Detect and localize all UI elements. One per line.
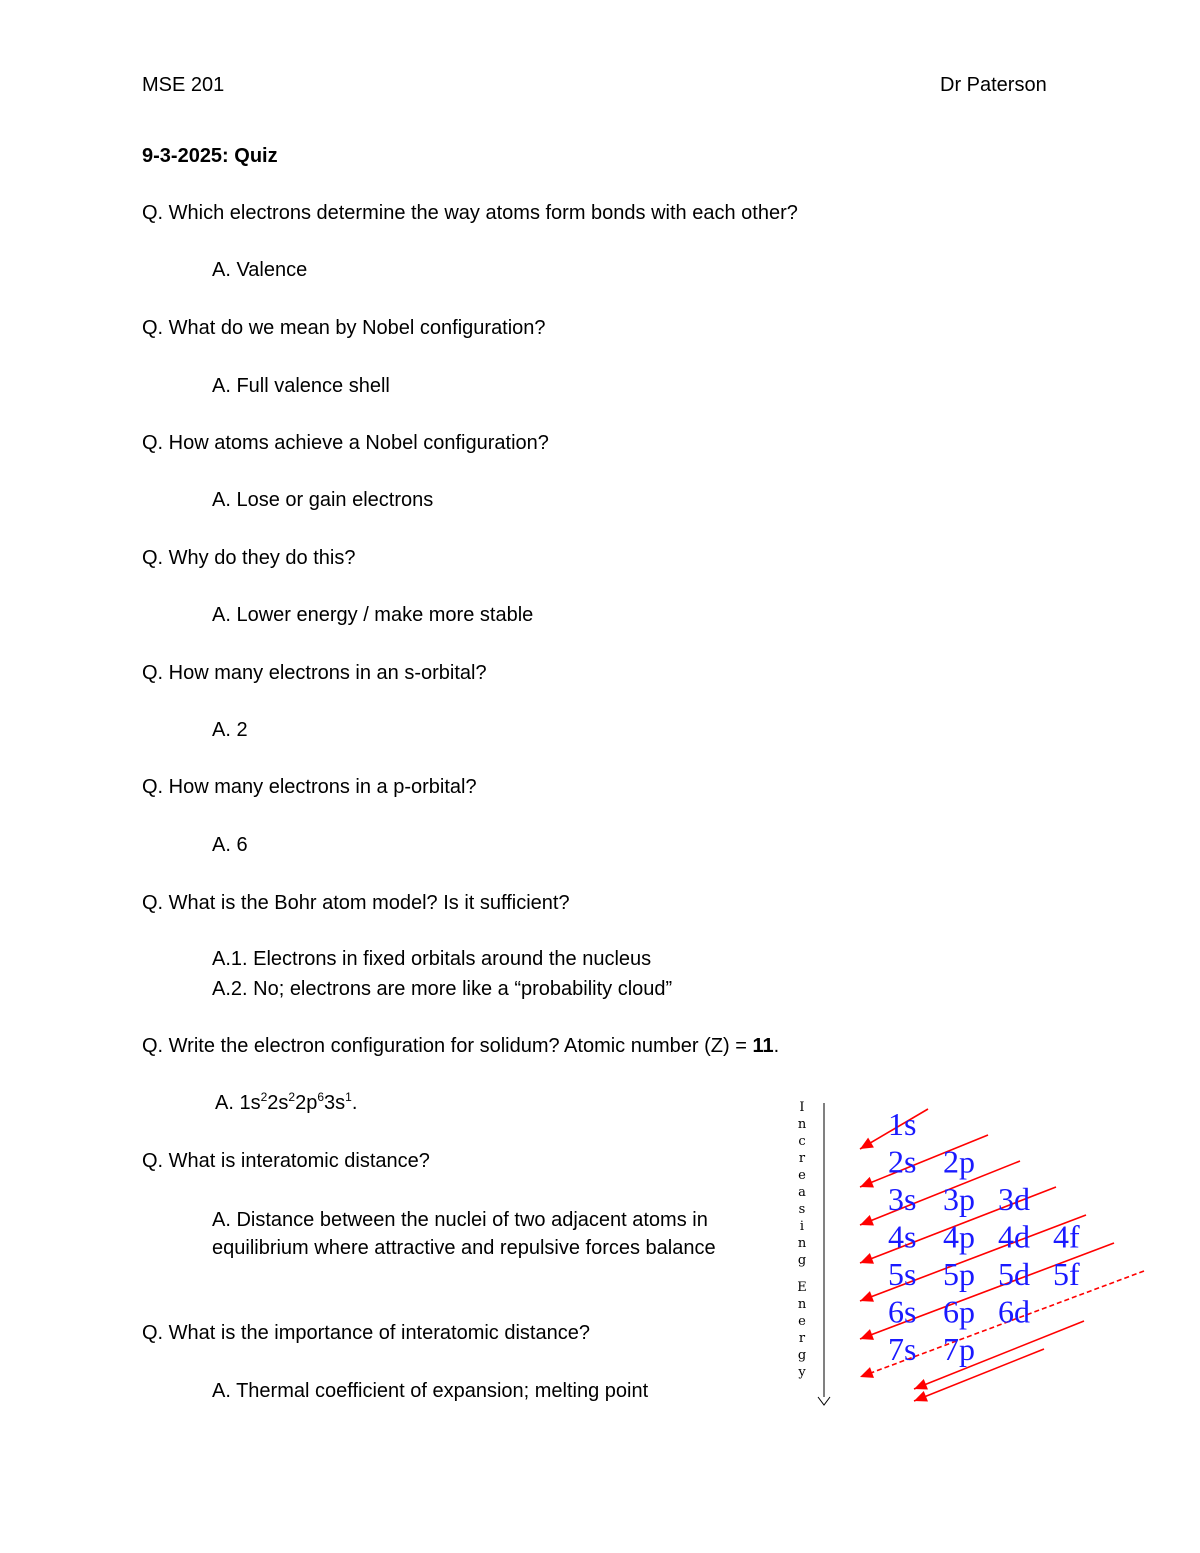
instructor-name: Dr Paterson (940, 74, 1047, 96)
answer-9: A. Distance between the nuclei of two adjacent atoms in equilibrium where attractive and repulsive forces balance (212, 1209, 716, 1259)
energy-axis-letter: e (798, 1314, 806, 1329)
answer-5: A. 2 (212, 719, 248, 741)
energy-axis-letter: n (797, 1236, 807, 1251)
config-exponent: 2 (288, 1090, 296, 1104)
energy-axis-letter: I (799, 1100, 805, 1115)
answer-2: A. Full valence shell (212, 375, 390, 397)
filling-arrow-head (860, 1253, 874, 1264)
orbital-label-6d: 6d (998, 1293, 1030, 1330)
config-exponent: 2 (260, 1090, 268, 1104)
energy-axis-letter: c (798, 1134, 806, 1149)
energy-axis-letter: i (799, 1219, 805, 1234)
orbital-label-4f: 4f (1053, 1218, 1080, 1255)
answer-1: A. Valence (212, 259, 308, 281)
question-8 (142, 1035, 779, 1058)
aufbau-diagram (780, 1095, 1160, 1415)
energy-axis-letter: n (797, 1297, 807, 1312)
answer-3: A. Lose or gain electrons (212, 489, 434, 511)
question-7: Q. What is the Bohr atom model? Is it sufficient? (142, 892, 570, 914)
filling-arrow-head (860, 1291, 874, 1302)
answer-period: . (351, 1092, 358, 1114)
orbital-label-4s: 4s (888, 1218, 917, 1255)
orbital-labels (888, 1106, 1080, 1367)
question-6: Q. How many electrons in a p-orbital? (142, 776, 477, 798)
answer-4: A. Lower energy / make more stable (212, 604, 534, 626)
filling-arrow-line (914, 1321, 1084, 1389)
orbital-label-5p: 5p (943, 1256, 975, 1292)
orbital-label-7s: 7s (888, 1331, 917, 1367)
energy-axis-letter: s (798, 1202, 806, 1217)
orbital-label-7p: 7p (943, 1331, 975, 1367)
filling-arrow-line (914, 1349, 1044, 1401)
energy-axis-letter: n (797, 1117, 807, 1132)
answer-6: A. 6 (212, 834, 248, 856)
orbital-label-3p: 3p (943, 1181, 975, 1217)
orbital-label-2p: 2p (943, 1143, 975, 1180)
energy-axis-letter: e (798, 1168, 806, 1183)
config-exponent: 1 (345, 1090, 352, 1104)
orbital-label-3s: 3s (888, 1181, 917, 1217)
question-8-period: . (773, 1035, 780, 1057)
energy-axis-letter: a (798, 1185, 806, 1200)
answer-10: A. Thermal coefficient of expansion; melting point (212, 1380, 649, 1402)
filling-arrow-head (860, 1138, 874, 1149)
question-1: Q. Which electrons determine the way atoms form bonds with each other? (142, 202, 798, 224)
energy-axis-letter: E (797, 1280, 807, 1295)
atomic-number: 11 (752, 1035, 774, 1057)
energy-axis-arrowhead (818, 1397, 830, 1405)
config-exponent: 6 (317, 1090, 325, 1104)
config-term: 3s (324, 1092, 346, 1114)
orbital-label-6p: 6p (943, 1293, 975, 1330)
orbital-label-1s: 1s (888, 1106, 917, 1142)
config-term: 1s (239, 1092, 261, 1114)
energy-axis-letter: y (798, 1365, 806, 1380)
orbital-label-3d: 3d (998, 1181, 1030, 1217)
config-term: 2p (295, 1092, 318, 1114)
orbital-label-4p: 4p (943, 1218, 975, 1255)
filling-arrow-line (860, 1161, 1020, 1225)
orbital-label-5s: 5s (888, 1256, 917, 1292)
question-2: Q. What do we mean by Nobel configuration? (142, 317, 546, 339)
filling-arrow-head (860, 1367, 874, 1378)
energy-axis-letter: r (798, 1151, 806, 1166)
energy-axis-label (797, 1100, 807, 1380)
question-3: Q. How atoms achieve a Nobel configuration? (142, 432, 549, 454)
orbital-label-5f: 5f (1053, 1256, 1080, 1292)
energy-axis-letter: r (798, 1331, 806, 1346)
answer-8-configuration (215, 1092, 357, 1115)
answer-prefix: A. (215, 1092, 240, 1114)
course-code: MSE 201 (142, 74, 225, 96)
question-4: Q. Why do they do this? (142, 547, 356, 569)
question-9: Q. What is interatomic distance? (142, 1150, 430, 1172)
energy-axis-letter: g (797, 1348, 807, 1363)
orbital-label-6s: 6s (888, 1293, 917, 1330)
orbital-label-2s: 2s (888, 1143, 917, 1180)
page-title: 9-3-2025: Quiz (142, 145, 278, 167)
question-8-text: Q. Write the electron configuration for solidum? Atomic number (Z) = (142, 1035, 753, 1057)
orbital-label-4d: 4d (998, 1218, 1030, 1255)
answer-7-part-2: A.2. No; electrons are more like a “probability cloud” (212, 978, 673, 1000)
answer-7-part-1: A.1. Electrons in fixed orbitals around the nucleus (212, 948, 652, 970)
energy-axis-letter: g (797, 1253, 807, 1268)
question-10: Q. What is the importance of interatomic distance? (142, 1322, 590, 1344)
energy-axis (818, 1103, 830, 1405)
question-5: Q. How many electrons in an s-orbital? (142, 662, 487, 684)
orbital-label-5d: 5d (998, 1256, 1030, 1292)
filling-arrow-head (860, 1329, 874, 1340)
config-term: 2s (267, 1092, 289, 1114)
